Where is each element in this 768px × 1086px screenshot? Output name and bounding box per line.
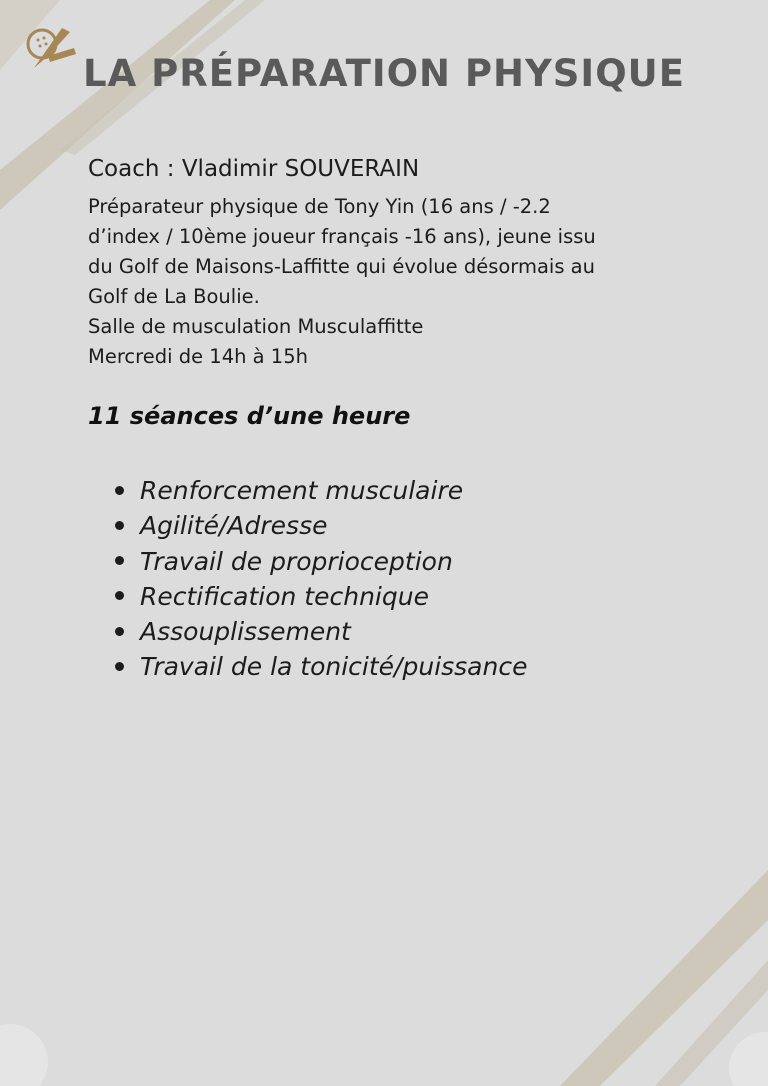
description-line: d’index / 10ème joueur français -16 ans), jeune issu	[88, 225, 596, 248]
description-line: Préparateur physique de Tony Yin (16 ans / -2.2	[88, 195, 551, 218]
bullet-icon	[115, 662, 124, 671]
sessions-heading: 11 séances d’une heure	[88, 402, 411, 430]
list-item	[115, 614, 527, 649]
coach-description	[88, 192, 688, 372]
list-item	[115, 473, 527, 508]
list-item-label: Agilité/Adresse	[140, 511, 328, 541]
bullet-icon	[115, 521, 124, 530]
schedule-line: Mercredi de 14h à 15h	[88, 345, 308, 368]
coach-heading: Coach : Vladimir SOUVERAIN	[88, 156, 420, 182]
bullet-icon	[115, 591, 124, 600]
bullet-icon	[115, 486, 124, 495]
list-item-label: Rectification technique	[140, 581, 429, 611]
list-item-label: Assouplissement	[140, 617, 351, 647]
list-item	[115, 649, 527, 684]
list-item	[115, 508, 527, 543]
list-item	[115, 579, 527, 614]
page-title: LA PRÉPARATION PHYSIQUE	[83, 52, 685, 95]
list-item-label: Travail de la tonicité/puissance	[140, 652, 528, 682]
venue-line: Salle de musculation Musculaffitte	[88, 315, 424, 338]
bullet-icon	[115, 627, 124, 636]
list-item-label: Renforcement musculaire	[140, 476, 464, 505]
list-item	[115, 544, 527, 579]
description-line: Golf de La Boulie.	[88, 285, 260, 308]
list-item-label: Travail de proprioception	[140, 546, 453, 576]
program-list	[115, 473, 527, 685]
bullet-icon	[115, 556, 124, 565]
description-line: du Golf de Maisons-Laffitte qui évolue désormais au	[88, 255, 595, 278]
